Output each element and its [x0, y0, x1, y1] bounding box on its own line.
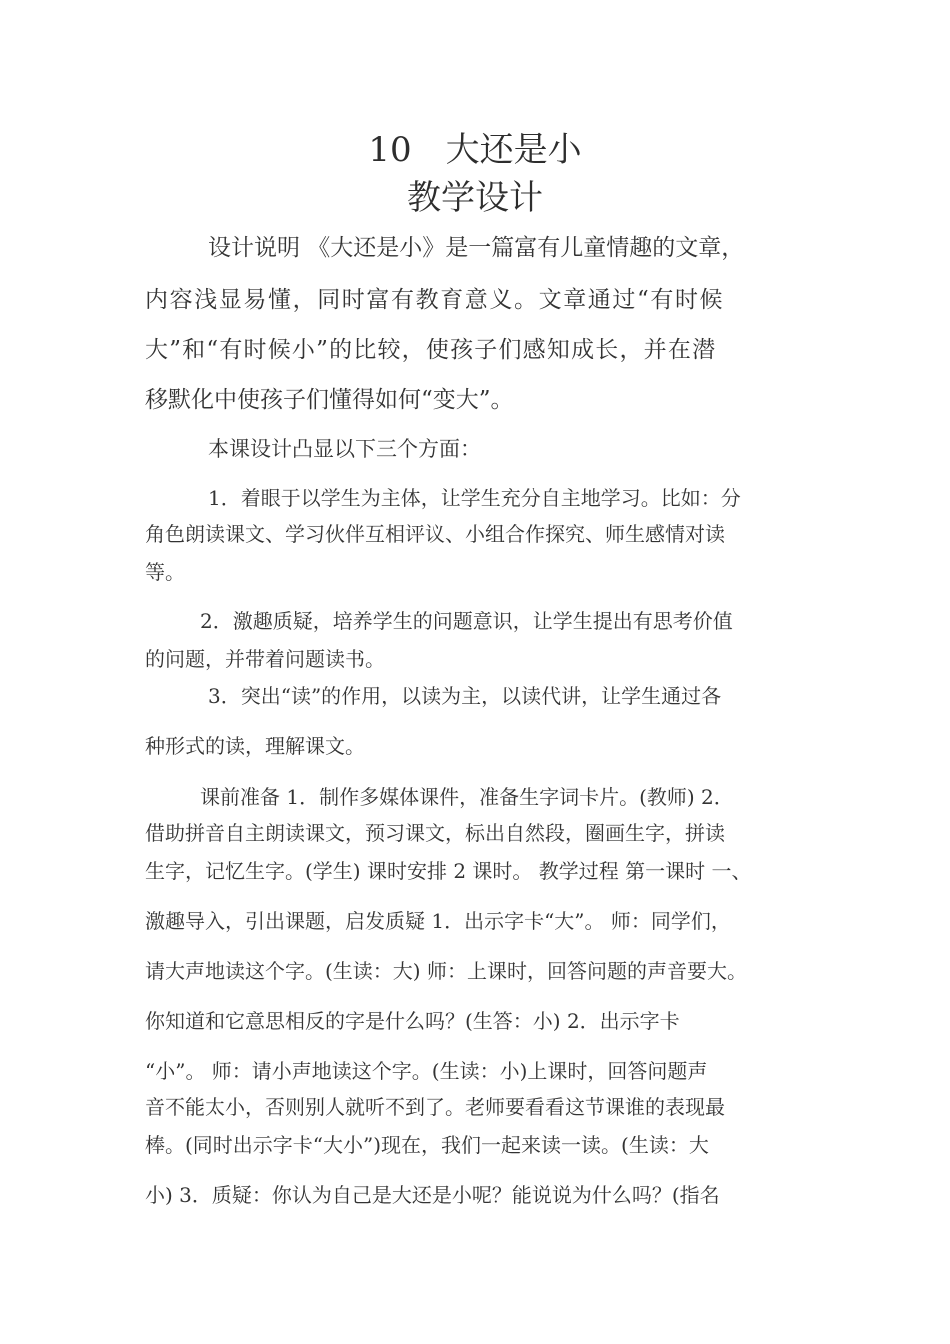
text-line: 课前准备 1．制作多媒体课件，准备生字词卡片。(教师) 2． — [200, 785, 734, 809]
text-line: 2．激趣质疑，培养学生的问题意识，让学生提出有思考价值 — [200, 609, 733, 633]
text-line: 设计说明 《大还是小》是一篇富有儿童情趣的文章， — [208, 235, 745, 261]
document-title: 10 大还是小 — [368, 130, 582, 170]
text-line: 1．着眼于以学生为主体，让学生充分自主地学习。比如：分 — [208, 486, 741, 510]
text-line: 音不能太小，否则别人就听不到了。老师要看看这节课谁的表现最 — [145, 1095, 725, 1119]
text-line: 借助拼音自主朗读课文，预习课文，标出自然段，圈画生字，拼读 — [145, 821, 725, 845]
text-line: 本课设计凸显以下三个方面： — [208, 437, 481, 461]
text-line: 你知道和它意思相反的字是什么吗？(生答：小) 2．出示字卡 — [145, 1009, 680, 1033]
text-line: 生字，记忆生字。(学生) 课时安排 2 课时。 教学过程 第一课时 一、 — [145, 859, 752, 883]
text-line: 激趣导入，引出课题，启发质疑 1．出示字卡“大”。 师：同学们， — [145, 909, 731, 933]
text-line: 等。 — [145, 560, 185, 584]
text-line: 内容浅显易懂，同时富有教育意义。文章通过“有时候 — [145, 287, 725, 313]
text-line: 小) 3．质疑：你认为自己是大还是小呢？能说说为什么吗？(指名 — [145, 1183, 720, 1207]
text-line: 大”和“有时候小”的比较，使孩子们感知成长，并在潜 — [145, 337, 717, 363]
text-line: “小”。 师：请小声地读这个字。(生读：小)上课时，回答问题声 — [145, 1059, 708, 1083]
text-line: 请大声地读这个字。(生读：大) 师：上课时，回答问题的声音要大。 — [145, 959, 747, 983]
text-line: 种形式的读，理解课文。 — [145, 734, 365, 758]
text-line: 的问题，并带着问题读书。 — [145, 647, 385, 671]
text-line: 棒。(同时出示字卡“大小”)现在，我们一起来读一读。(生读：大 — [145, 1133, 709, 1157]
text-line: 3．突出“读”的作用，以读为主，以读代讲，让学生通过各 — [208, 684, 722, 708]
document-subtitle: 教学设计 — [407, 178, 543, 218]
text-line: 角色朗读课文、学习伙伴互相评议、小组合作探究、师生感情对读 — [145, 522, 725, 546]
text-line: 移默化中使孩子们懂得如何“变大”。 — [145, 387, 514, 413]
